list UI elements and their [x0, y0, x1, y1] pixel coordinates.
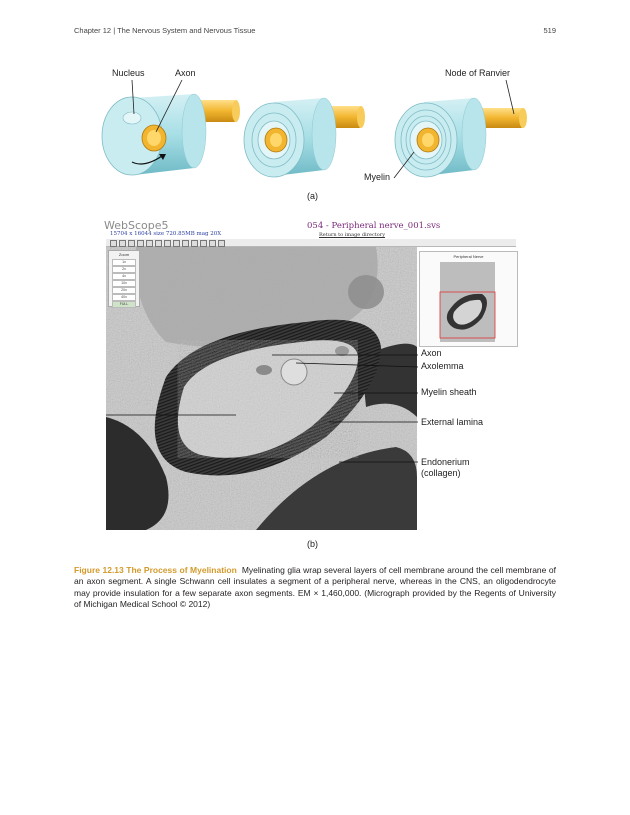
slide-info: 15704 x 16044 size 720.85MB mag 20X — [110, 231, 222, 237]
return-link[interactable]: Return to image directory — [319, 232, 386, 238]
zoom-level[interactable]: 4x — [112, 273, 136, 280]
label-nucleus: Nucleus — [112, 68, 145, 78]
thumbnail-image — [420, 252, 517, 346]
zoom-level[interactable]: 10x — [112, 280, 136, 287]
zoom-level[interactable]: 40x — [112, 294, 136, 301]
label-endonerium: Endonerium — [421, 457, 470, 467]
label-axolemma: Axolemma — [421, 361, 464, 371]
label-external-lamina: External lamina — [421, 417, 484, 427]
figure-caption — [74, 565, 556, 611]
figure-b — [104, 217, 516, 530]
label-axon-a: Axon — [175, 68, 196, 78]
stage-2-wrapping — [244, 98, 365, 177]
tool-icon[interactable] — [128, 240, 135, 247]
tool-icon[interactable] — [182, 240, 189, 247]
webscope-logo: WebScope5 — [104, 219, 169, 232]
myelination-illustration — [74, 58, 556, 208]
thumbnail-title: Peripheral Nerve — [453, 254, 484, 259]
caption-text: Myelinating glia wrap several layers of cell membrane around the cell membrane of an axon segment. A single Schwann cell insulates a segment of a peripheral nerve, whereas in the CNS, an oligodendrocyte may provide insulation for a few separate axon segments. EM × 1,460,000. (Micrograph provided by the Regents of University of Michigan Medical School © 2012) — [74, 565, 556, 610]
overview-thumbnail[interactable] — [419, 251, 518, 347]
zoom-title: Zoom — [118, 252, 130, 257]
label-node-of-ranvier: Node of Ranvier — [445, 68, 511, 78]
label-myelin-sheath: Myelin sheath — [421, 387, 477, 397]
label-axon-b: Axon — [421, 348, 442, 358]
zoom-panel — [108, 250, 140, 307]
micrograph-image — [106, 247, 417, 530]
tool-icon[interactable] — [209, 240, 216, 247]
tool-icon[interactable] — [155, 240, 162, 247]
tool-icon[interactable] — [146, 240, 153, 247]
stage-3-myelinated — [394, 80, 527, 178]
running-header: Chapter 12 | The Nervous System and Nervous Tissue — [74, 26, 256, 35]
zoom-level[interactable]: 1x — [112, 259, 136, 266]
slide-title: 054 - Peripheral nerve_001.svs — [307, 221, 441, 231]
tool-icon[interactable] — [137, 240, 144, 247]
tool-icon[interactable] — [164, 240, 171, 247]
tool-icon[interactable] — [218, 240, 225, 247]
tool-icon[interactable] — [119, 240, 126, 247]
caption-figure-number: Figure 12.13 The Process of Myelination — [74, 565, 237, 575]
stage-1-schwann-cell — [102, 80, 240, 175]
page-number: 519 — [543, 26, 556, 35]
tool-icon[interactable] — [191, 240, 198, 247]
label-myelin: Myelin — [364, 172, 391, 182]
webscope-toolbar — [106, 239, 516, 247]
zoom-level[interactable]: 2x — [112, 266, 136, 273]
zoom-level-selected[interactable]: FULL — [112, 301, 136, 308]
sublabel-a: (a) — [307, 191, 318, 201]
sublabel-b: (b) — [307, 539, 318, 549]
electron-micrograph — [106, 247, 417, 530]
figure-a — [74, 58, 556, 208]
label-collagen: (collagen) — [421, 468, 461, 478]
zoom-level[interactable]: 20x — [112, 287, 136, 294]
tool-icon[interactable] — [200, 240, 207, 247]
tool-icon[interactable] — [110, 240, 117, 247]
tool-icon[interactable] — [173, 240, 180, 247]
